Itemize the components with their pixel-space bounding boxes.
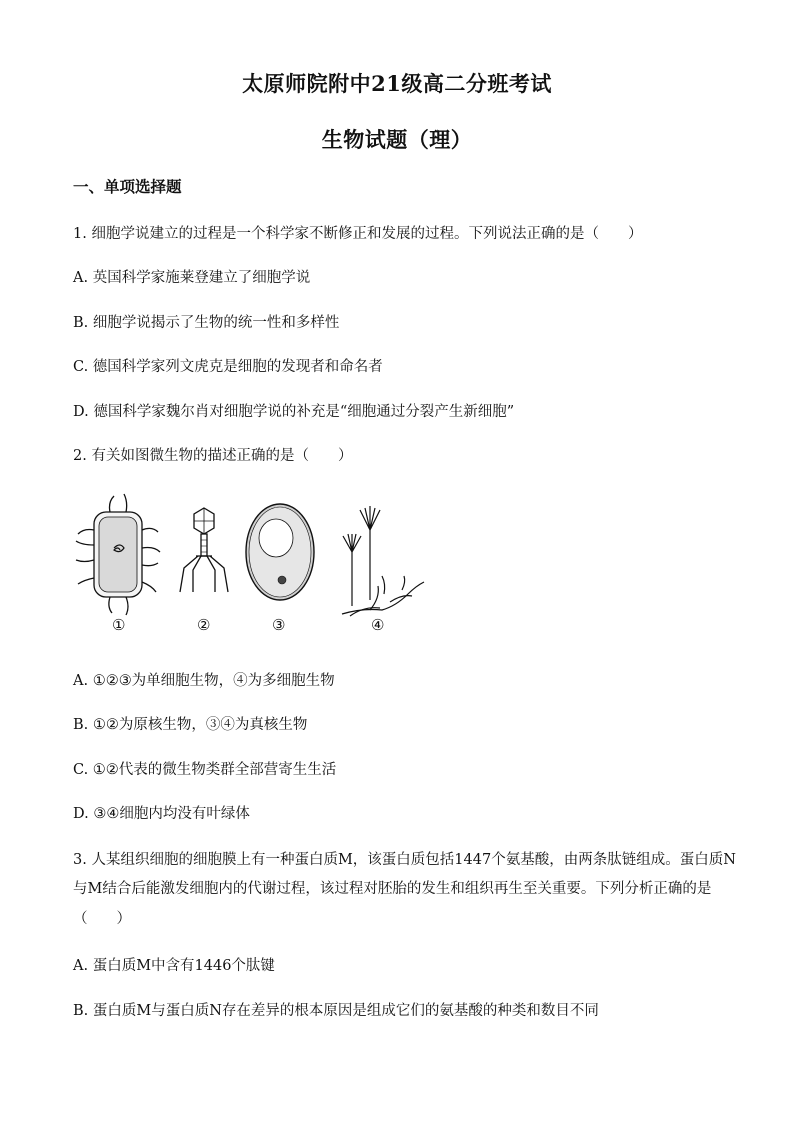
mold-illustration <box>342 506 424 616</box>
question-3-stem-line-2: 与M结合后能激发细胞内的代谢过程，该过程对胚胎的发生和组织再生至关重要。下列分析正确的是 <box>73 881 712 897</box>
yeast-cell-illustration <box>246 504 314 600</box>
question-3-stem-line-1: 3. 人某组织细胞的细胞膜上有一种蛋白质M，该蛋白质包括1447个氨基酸，由两条肽链组成。蛋白质N <box>73 852 736 868</box>
question-1-option-b: B. 细胞学说揭示了生物的统一性和多样性 <box>73 315 340 331</box>
question-3-option-b: B. 蛋白质M与蛋白质N存在差异的根本原因是组成它们的氨基酸的种类和数目不同 <box>73 1003 599 1019</box>
question-1-option-d: D. 德国科学家魏尔肖对细胞学说的补充是“细胞通过分裂产生新细胞” <box>73 404 515 420</box>
question-2-option-b: B. ①②为原核生物，③④为真核生物 <box>73 717 308 733</box>
question-2-stem: 2. 有关如图微生物的描述正确的是（ ） <box>73 448 353 464</box>
figure-label-3: ③ <box>272 616 286 634</box>
question-2-option-c: C. ①②代表的微生物类群全部营寄生生活 <box>73 762 337 778</box>
figure-label-4: ④ <box>371 616 385 634</box>
question-2-option-a: A. ①②③为单细胞生物，④为多细胞生物 <box>73 673 335 689</box>
question-3-stem-line-3: （ ） <box>73 911 131 927</box>
section-heading: 一、单项选择题 <box>73 178 182 196</box>
bacteriophage-illustration <box>180 508 228 592</box>
question-1-option-c: C. 德国科学家列文虎克是细胞的发现者和命名者 <box>73 359 383 375</box>
figure-label-2: ② <box>197 616 211 634</box>
question-1-stem: 1. 细胞学说建立的过程是一个科学家不断修正和发展的过程。下列说法正确的是（ ） <box>73 226 643 242</box>
question-1-option-a: A. 英国科学家施莱登建立了细胞学说 <box>73 270 311 286</box>
question-2-option-d: D. ③④细胞内均没有叶绿体 <box>73 806 250 822</box>
figure-label-1: ① <box>112 616 126 634</box>
bacterium-illustration <box>76 494 160 615</box>
exam-title: 太原师院附中21级高二分班考试 <box>242 71 552 96</box>
subject-title: 生物试题（理） <box>321 127 473 152</box>
question-3-option-a: A. 蛋白质M中含有1446个肽键 <box>73 958 275 974</box>
